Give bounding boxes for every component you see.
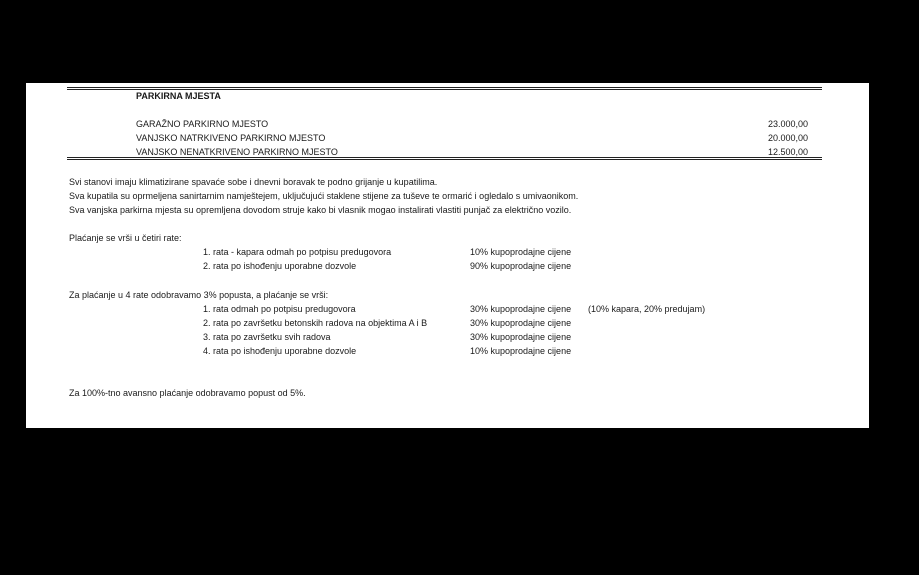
bottom-rule-secondary [67, 159, 822, 160]
parking-row-label: GARAŽNO PARKIRNO MJESTO [136, 119, 269, 129]
note-line: Svi stanovi imaju klimatizirane spavaće sobe i dnevni boravak te podno grijanje u kupatilima. [69, 177, 438, 187]
note-line: Sva kupatila su oprmeljena sanirtarnim namještejem, uključujući staklene stijene za tuševe te ormarić i ogledalo s umivaonikom. [69, 191, 579, 201]
payment-plan-a-intro: Plaćanje se vrši u četiri rate: [69, 233, 182, 243]
note-line: Sva vanjska parkirna mjesta su opremljena dovodom struje kako bi vlasnik mogao instalirati vlastiti punjač za električno vozilo. [69, 205, 572, 215]
parking-heading: PARKIRNA MJESTA [136, 91, 221, 101]
top-rule-secondary [67, 89, 822, 90]
document-sheet [26, 83, 869, 428]
bottom-rule [67, 157, 822, 158]
payment-plan-b-percent: 30% kupoprodajne cijene [470, 332, 572, 342]
payment-plan-b-item: 2. rata po završetku betonskih radova na objektima A i B [203, 318, 428, 328]
parking-row-price: 23.000,00 [767, 119, 808, 129]
payment-plan-b-intro: Za plaćanje u 4 rate odobravamo 3% popusta, a plaćanje se vrši: [69, 290, 329, 300]
parking-row-price: 12.500,00 [767, 147, 808, 157]
parking-row-label: VANJSKO NATRKIVENO PARKIRNO MJESTO [136, 133, 326, 143]
payment-plan-b-item: 1. rata odmah po potpisu predugovora [203, 304, 356, 314]
payment-plan-a-percent: 90% kupoprodajne cijene [470, 261, 572, 271]
parking-row-label: VANJSKO NENATKRIVENO PARKIRNO MJESTO [136, 147, 338, 157]
payment-plan-b-percent: 30% kupoprodajne cijene [470, 304, 572, 314]
payment-plan-b-item: 3. rata po završetku svih radova [203, 332, 331, 342]
payment-plan-b-percent: 10% kupoprodajne cijene [470, 346, 572, 356]
top-rule [67, 87, 822, 88]
payment-plan-a-item: 2. rata po ishođenju uporabne dozvole [203, 261, 357, 271]
payment-plan-a-item: 1. rata - kapara odmah po potpisu predugovora [203, 247, 392, 257]
advance-discount-note: Za 100%-tno avansno plaćanje odobravamo popust od 5%. [69, 388, 306, 398]
payment-plan-b-percent: 30% kupoprodajne cijene [470, 318, 572, 328]
payment-plan-b-note: (10% kapara, 20% predujam) [588, 304, 706, 314]
payment-plan-b-item: 4. rata po ishođenju uporabne dozvole [203, 346, 357, 356]
parking-row-price: 20.000,00 [767, 133, 808, 143]
payment-plan-a-percent: 10% kupoprodajne cijene [470, 247, 572, 257]
